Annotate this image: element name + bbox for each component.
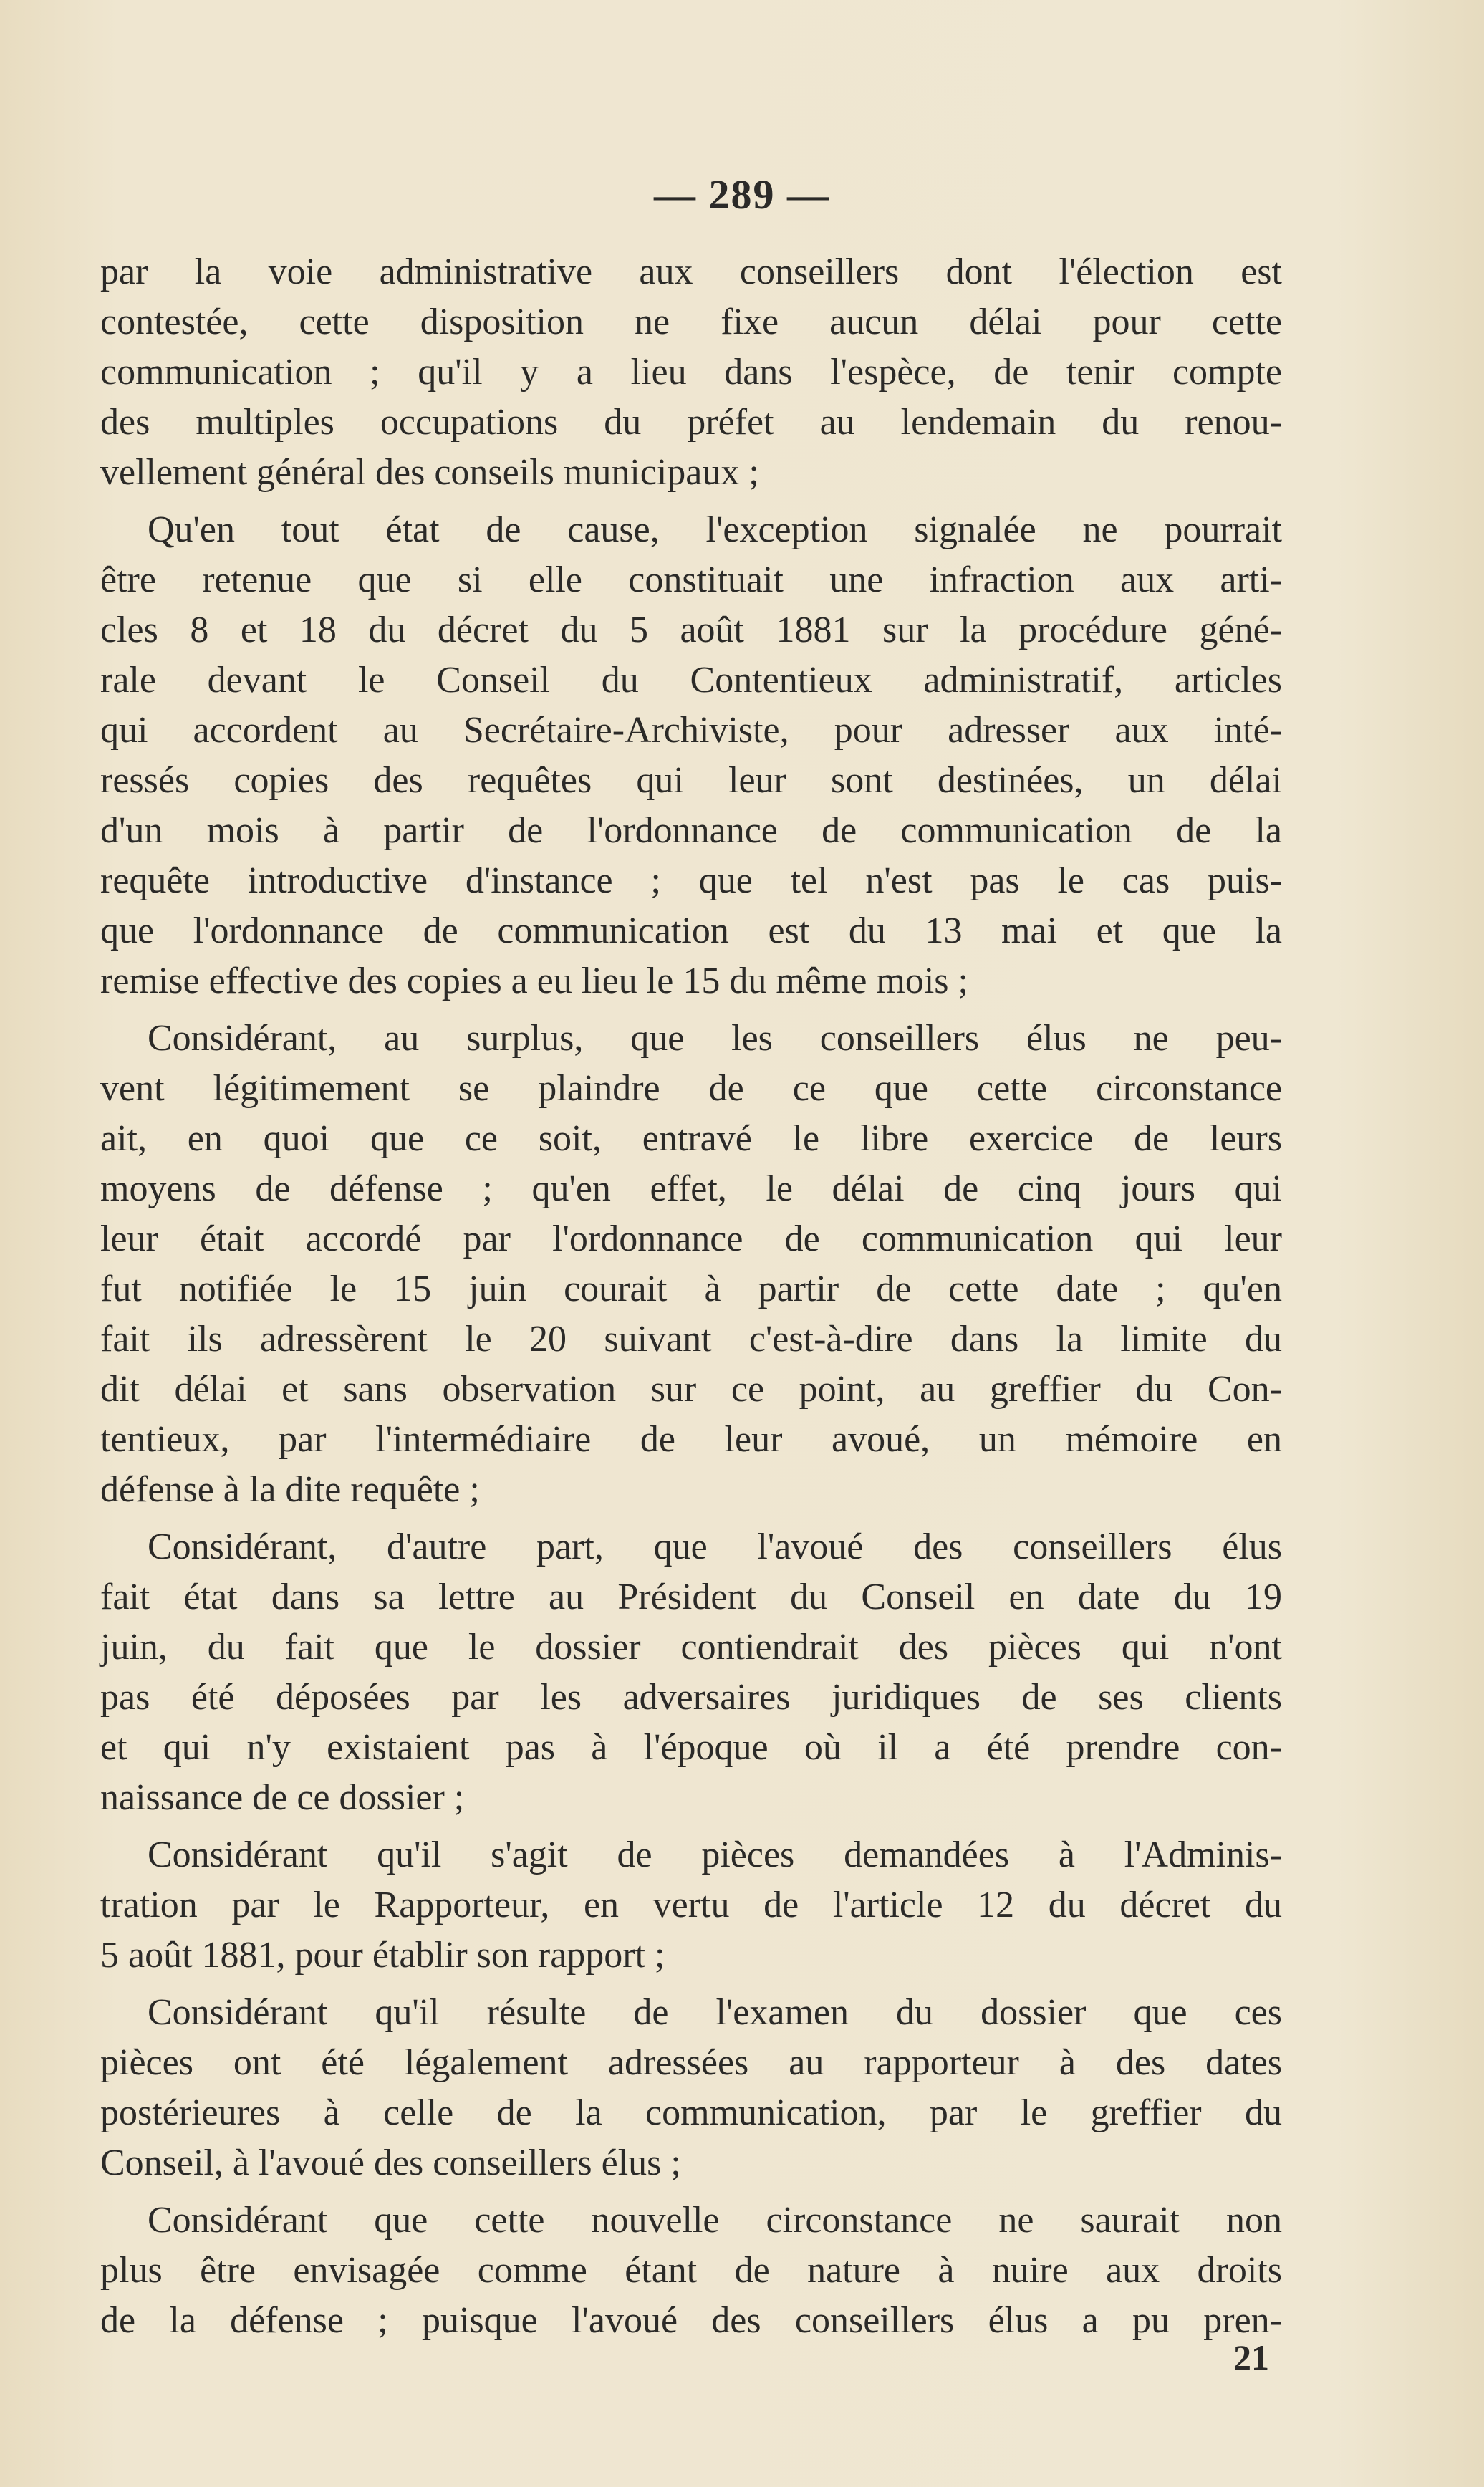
text-line: Considérant qu'il s'agit de pièces demandées à l'Adminis-: [148, 1834, 1282, 1875]
text-line: plus être envisagée comme étant de nature à nuire aux droits: [100, 2250, 1282, 2291]
text-line: fait état dans sa lettre au Président du Conseil en date du 19: [100, 1577, 1282, 1617]
paragraph: [100, 1014, 1282, 1515]
paragraph: [100, 1830, 1282, 1981]
text-line: que l'ordonnance de communication est du 13 mai et que la: [100, 910, 1282, 951]
signature-mark: 21: [1233, 2337, 1269, 2377]
paragraph: [100, 1988, 1282, 2188]
text-line: des multiples occupations du préfet au lendemain du renou-: [100, 402, 1282, 443]
text-line: Considérant que cette nouvelle circonstance ne saurait non: [148, 2200, 1282, 2241]
text-line: 5 août 1881, pour établir son rapport ;: [100, 1935, 665, 1976]
page-number: — 289 —: [654, 171, 830, 218]
text-line: Considérant, au surplus, que les conseillers élus ne peu-: [148, 1018, 1282, 1059]
text-line: leur était accordé par l'ordonnance de communication qui leur: [100, 1218, 1282, 1259]
text-line: d'un mois à partir de l'ordonnance de communication de la: [100, 810, 1282, 851]
text-line: naissance de ce dossier ;: [100, 1777, 465, 1818]
text-line: cles 8 et 18 du décret du 5 août 1881 sur la procédure géné-: [100, 610, 1282, 650]
paragraph: [100, 505, 1282, 1006]
text-line: pièces ont été légalement adressées au rapporteur à des dates: [100, 2042, 1282, 2083]
text-line: être retenue que si elle constituait une infraction aux arti-: [100, 559, 1282, 600]
text-line: communication ; qu'il y a lieu dans l'espèce, de tenir compte: [100, 352, 1282, 393]
text-line: rale devant le Conseil du Contentieux administratif, articles: [100, 660, 1282, 701]
paragraph: [100, 1522, 1282, 1823]
text-line: moyens de défense ; qu'en effet, le délai de cinq jours qui: [100, 1168, 1282, 1209]
text-line: requête introductive d'instance ; que tel n'est pas le cas puis-: [100, 860, 1282, 901]
text-line: Conseil, à l'avoué des conseillers élus ;: [100, 2142, 681, 2183]
text-line: contestée, cette disposition ne fixe aucun délai pour cette: [100, 302, 1282, 342]
text-line: dit délai et sans observation sur ce point, au greffier du Con-: [100, 1369, 1282, 1410]
text-line: et qui n'y existaient pas à l'époque où il a été prendre con-: [100, 1727, 1282, 1768]
text-line: ressés copies des requêtes qui leur sont destinées, un délai: [100, 760, 1282, 801]
text-line: pas été déposées par les adversaires juridiques de ses clients: [100, 1677, 1282, 1718]
text-line: postérieures à celle de la communication, par le greffier du: [100, 2092, 1282, 2133]
text-line: Qu'en tout état de cause, l'exception signalée ne pourrait: [148, 509, 1282, 550]
text-line: tentieux, par l'intermédiaire de leur avoué, un mémoire en: [100, 1419, 1282, 1460]
text-line: tration par le Rapporteur, en vertu de l'article 12 du décret du: [100, 1885, 1282, 1925]
text-line: Considérant qu'il résulte de l'examen du dossier que ces: [148, 1992, 1282, 2033]
text-line: par la voie administrative aux conseillers dont l'élection est: [100, 251, 1282, 292]
text-line: de la défense ; puisque l'avoué des conseillers élus a pu pren-: [100, 2300, 1282, 2341]
text-line: fait ils adressèrent le 20 suivant c'est-à-dire dans la limite du: [100, 1319, 1282, 1360]
text-line: ait, en quoi que ce soit, entravé le libre exercice de leurs: [100, 1118, 1282, 1159]
text-line: qui accordent au Secrétaire-Archiviste, pour adresser aux inté-: [100, 710, 1282, 751]
text-line: fut notifiée le 15 juin courait à partir de cette date ; qu'en: [100, 1269, 1282, 1309]
text-line: Considérant, d'autre part, que l'avoué des conseillers élus: [148, 1526, 1282, 1567]
text-line: défense à la dite requête ;: [100, 1469, 480, 1510]
paragraph: [100, 247, 1282, 498]
text-line: juin, du fait que le dossier contiendrait des pièces qui n'ont: [100, 1627, 1282, 1668]
text-line: vent légitimement se plaindre de ce que cette circonstance: [100, 1068, 1282, 1109]
paragraph: [100, 2195, 1282, 2346]
body-text: [100, 247, 1282, 2353]
text-line: remise effective des copies a eu lieu le 15 du même mois ;: [100, 961, 968, 1001]
text-line: vellement général des conseils municipaux ;: [100, 452, 759, 493]
